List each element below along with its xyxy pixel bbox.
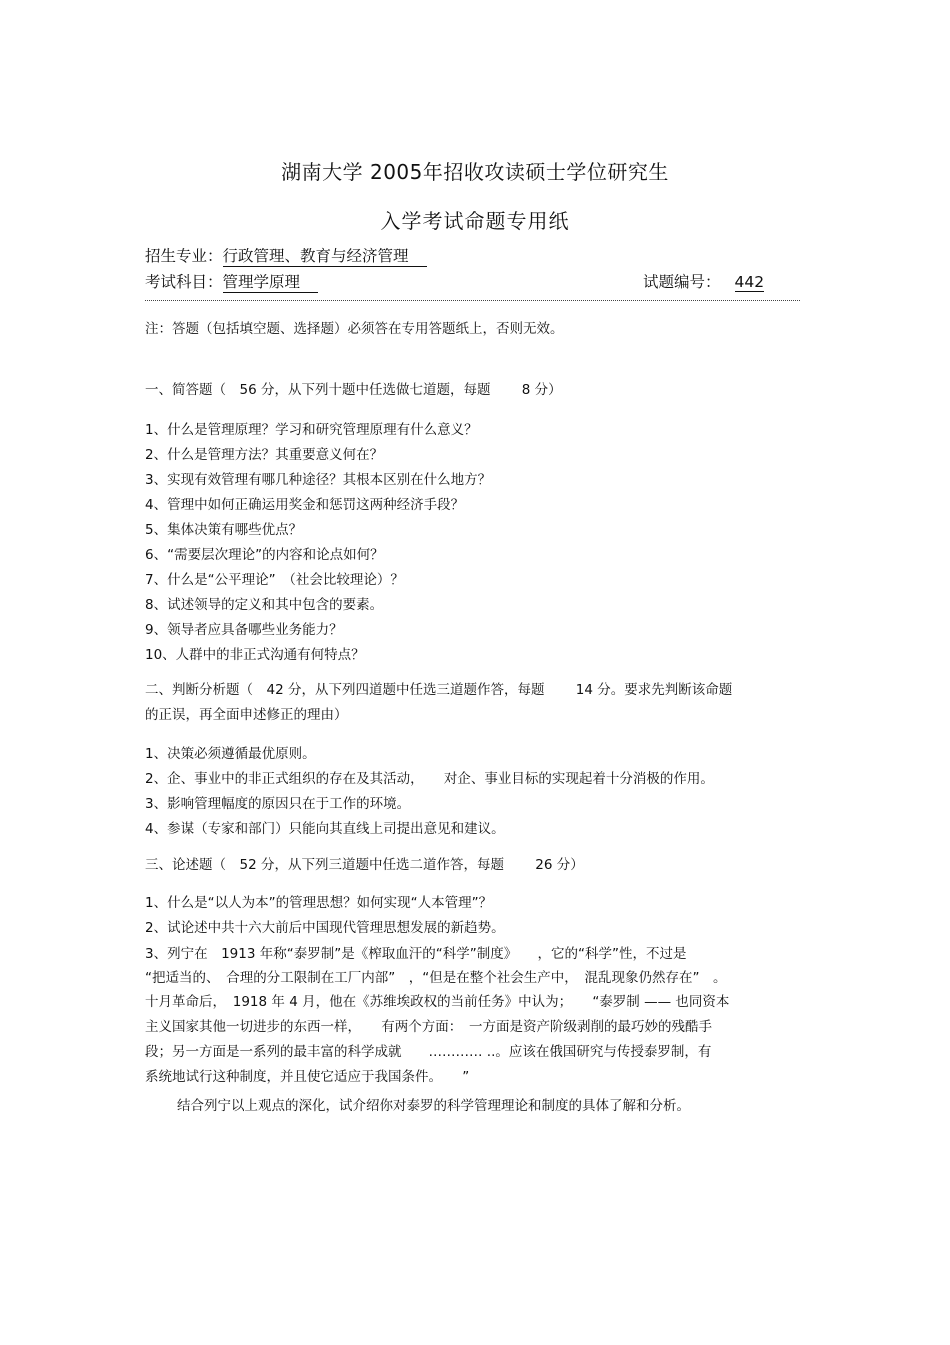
section2-heading: 二、判断分析题（ 42 分，从下列四道题中任选三道题作答，每题 14 分。要求先判断该命题 [145, 682, 733, 698]
list-item: 5、集体决策有哪些优点？ [145, 522, 303, 538]
section1-heading: 一、简答题（ 56 分，从下列十题中任选做七道题，每题 8 分） [145, 382, 562, 398]
section3-heading: 三、论述题（ 52 分，从下列三道题中任选二道作答，每题 26 分） [145, 857, 584, 873]
essay-line: 十月革命后， 1918 年 4 月，他在《苏维埃政权的当前任务》中认为； “泰罗制 —— 也同资本 [145, 994, 730, 1010]
essay-line: “把适当的、 合理的分工限制在工厂内部” ，“但是在整个社会生产中， 混乱现象仍然存在” 。 [145, 970, 727, 986]
major-value: 行政管理、教育与经济管理 [223, 244, 427, 267]
essay-line: 段；另一方面是一系列的最丰富的科学成就 ………… ..。应该在俄国研究与传授泰罗制，有 [145, 1044, 712, 1060]
essay-line: 系统地试行这种制度，并且使它适应于我国条件。 ” [145, 1069, 470, 1085]
major-row [145, 244, 427, 267]
list-item: 4、管理中如何正确运用奖金和惩罚这两种经济手段？ [145, 497, 465, 513]
list-item: 6、“需要层次理论”的内容和论点如何？ [145, 547, 384, 563]
subject-label: 考试科目： [145, 273, 223, 291]
list-item: 1、什么是管理原理？学习和研究管理原理有什么意义？ [145, 422, 478, 438]
list-item: 9、领导者应具备哪些业务能力？ [145, 622, 343, 638]
section2-heading-cont: 的正误，再全面申述修正的理由） [145, 707, 348, 723]
major-label: 招生专业： [145, 247, 223, 265]
subject-row [145, 270, 318, 293]
list-item: 2、试论述中共十六大前后中国现代管理思想发展的新趋势。 [145, 920, 505, 936]
list-item: 3、实现有效管理有哪几种途径？其根本区别在什么地方？ [145, 472, 492, 488]
answer-note: 注：答题（包括填空题、选择题）必须答在专用答题纸上，否则无效。 [145, 321, 564, 337]
list-item: 10、人群中的非正式沟通有何特点？ [145, 647, 365, 663]
list-item: 4、参谋（专家和部门）只能向其直线上司提出意见和建议。 [145, 821, 505, 837]
essay-closing: 结合列宁以上观点的深化，试介绍你对泰罗的科学管理理论和制度的具体了解和分析。 [177, 1098, 690, 1114]
essay-line: 主义国家其他一切进步的东西一样， 有两个方面： 一方面是资产阶级剥削的最巧妙的残酷手 [145, 1019, 712, 1035]
list-item: 2、什么是管理方法？其重要意义何在？ [145, 447, 384, 463]
subject-value: 管理学原理 [223, 270, 319, 293]
list-item: 8、试述领导的定义和其中包含的要素。 [145, 597, 384, 613]
list-item: 3、影响管理幅度的原因只在于工作的环境。 [145, 796, 411, 812]
exam-subtitle: 入学考试命题专用纸 [380, 209, 570, 233]
exam-code-label: 试题编号： [643, 273, 721, 291]
list-item: 2、企、事业中的非正式组织的存在及其活动， 对企、事业目标的实现起着十分消极的作用。 [145, 771, 714, 787]
exam-title: 湖南大学 2005年招收攻读硕士学位研究生 [281, 160, 669, 184]
dotted-divider [145, 300, 800, 301]
list-item: 7、什么是“公平理论” （社会比较理论）？ [145, 572, 404, 588]
list-item: 1、决策必须遵循最优原则。 [145, 746, 316, 762]
list-item: 1、什么是“以人为本”的管理思想？如何实现“人本管理”？ [145, 895, 493, 911]
exam-code-value: 442 [734, 273, 765, 291]
exam-code-row [643, 270, 764, 292]
essay-line: 3、列宁在 1913 年称“泰罗制”是《榨取血汗的“科学”制度》 ，它的“科学”性，不过是 [145, 946, 687, 962]
